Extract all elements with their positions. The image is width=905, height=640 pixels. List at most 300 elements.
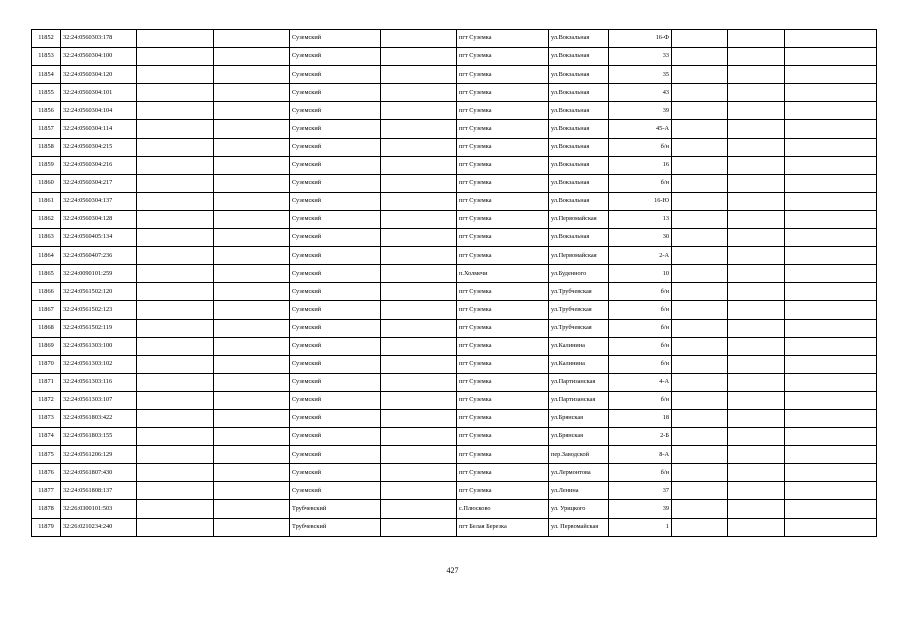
street-cell: ул. Урицкого: [549, 500, 609, 518]
district-cell: Суземский: [290, 391, 381, 409]
table-row: [32, 84, 877, 102]
empty-cell: [672, 428, 728, 446]
locality-cell: пгт Суземка: [457, 391, 549, 409]
empty-cell: [728, 319, 785, 337]
table-row: [32, 373, 877, 391]
district-cell: Суземский: [290, 355, 381, 373]
empty-cell: [381, 120, 457, 138]
empty-cell: [728, 518, 785, 536]
district-cell: Суземский: [290, 138, 381, 156]
empty-cell: [381, 391, 457, 409]
table-row: [32, 247, 877, 265]
empty-cell: [785, 283, 877, 301]
empty-cell: [214, 464, 290, 482]
empty-cell: [381, 409, 457, 427]
street-cell: ул.Партизанская: [549, 391, 609, 409]
empty-cell: [214, 319, 290, 337]
locality-cell: пгт Суземка: [457, 337, 549, 355]
cadastral-number-cell: 32:24:0560304:216: [61, 156, 137, 174]
empty-cell: [214, 500, 290, 518]
empty-cell: [728, 192, 785, 210]
empty-cell: [137, 84, 214, 102]
empty-cell: [381, 482, 457, 500]
empty-cell: [672, 283, 728, 301]
empty-cell: [137, 518, 214, 536]
table-row: [32, 66, 877, 84]
street-cell: ул. Первомайская: [549, 518, 609, 536]
table-row: [32, 391, 877, 409]
district-cell: Суземский: [290, 156, 381, 174]
house-number-cell: 45-А: [609, 120, 672, 138]
empty-cell: [137, 102, 214, 120]
empty-cell: [381, 30, 457, 48]
empty-cell: [728, 174, 785, 192]
street-cell: ул.Первомайская: [549, 247, 609, 265]
house-number-cell: б/н: [609, 355, 672, 373]
empty-cell: [785, 373, 877, 391]
empty-cell: [381, 500, 457, 518]
house-number-cell: б/н: [609, 301, 672, 319]
street-cell: ул.Калинина: [549, 355, 609, 373]
empty-cell: [728, 337, 785, 355]
district-cell: Суземский: [290, 102, 381, 120]
cadastral-number-cell: 32:24:0560304:114: [61, 120, 137, 138]
empty-cell: [381, 174, 457, 192]
empty-cell: [785, 66, 877, 84]
house-number-cell: 2-А: [609, 247, 672, 265]
cadastral-number-cell: 32:24:0561206:129: [61, 446, 137, 464]
street-cell: ул.Трубчевская: [549, 301, 609, 319]
house-number-cell: 18: [609, 409, 672, 427]
house-number-cell: б/н: [609, 174, 672, 192]
row-number-cell: 11852: [32, 30, 61, 48]
table-row: [32, 482, 877, 500]
street-cell: ул.Вокзальная: [549, 48, 609, 66]
locality-cell: пгт Суземка: [457, 283, 549, 301]
empty-cell: [672, 319, 728, 337]
empty-cell: [381, 192, 457, 210]
empty-cell: [137, 210, 214, 228]
empty-cell: [672, 265, 728, 283]
row-number-cell: 11872: [32, 391, 61, 409]
street-cell: ул.Партизанская: [549, 373, 609, 391]
street-cell: ул.Первомайская: [549, 210, 609, 228]
empty-cell: [137, 156, 214, 174]
locality-cell: пгт Суземка: [457, 247, 549, 265]
empty-cell: [381, 48, 457, 66]
empty-cell: [672, 391, 728, 409]
empty-cell: [137, 192, 214, 210]
district-cell: Трубчевский: [290, 500, 381, 518]
empty-cell: [137, 265, 214, 283]
empty-cell: [672, 482, 728, 500]
empty-cell: [381, 102, 457, 120]
page-number: 427: [446, 566, 459, 575]
district-cell: Суземский: [290, 120, 381, 138]
empty-cell: [728, 156, 785, 174]
empty-cell: [728, 355, 785, 373]
empty-cell: [672, 446, 728, 464]
row-number-cell: 11868: [32, 319, 61, 337]
table-row: [32, 30, 877, 48]
empty-cell: [137, 428, 214, 446]
locality-cell: пгт Белая Березка: [457, 518, 549, 536]
empty-cell: [137, 48, 214, 66]
district-cell: Суземский: [290, 265, 381, 283]
empty-cell: [214, 355, 290, 373]
empty-cell: [137, 301, 214, 319]
empty-cell: [214, 120, 290, 138]
house-number-cell: 1: [609, 518, 672, 536]
house-number-cell: б/н: [609, 391, 672, 409]
table-row: [32, 337, 877, 355]
empty-cell: [785, 319, 877, 337]
empty-cell: [214, 391, 290, 409]
empty-cell: [381, 229, 457, 247]
house-number-cell: б/н: [609, 337, 672, 355]
cadastral-number-cell: 32:24:0560405:134: [61, 229, 137, 247]
street-cell: ул.Вокзальная: [549, 192, 609, 210]
empty-cell: [381, 210, 457, 228]
empty-cell: [785, 120, 877, 138]
street-cell: ул.Калинина: [549, 337, 609, 355]
cadastral-number-cell: 32:24:0560304:104: [61, 102, 137, 120]
empty-cell: [214, 30, 290, 48]
table-row: [32, 319, 877, 337]
street-cell: ул.Трубчевская: [549, 319, 609, 337]
empty-cell: [137, 355, 214, 373]
empty-cell: [672, 48, 728, 66]
empty-cell: [672, 210, 728, 228]
cadastral-number-cell: 32:24:0560304:101: [61, 84, 137, 102]
empty-cell: [785, 265, 877, 283]
house-number-cell: б/н: [609, 464, 672, 482]
table-row: [32, 464, 877, 482]
district-cell: Суземский: [290, 174, 381, 192]
empty-cell: [785, 174, 877, 192]
locality-cell: пгт Суземка: [457, 319, 549, 337]
empty-cell: [214, 337, 290, 355]
cadastral-number-cell: 32:24:0560304:100: [61, 48, 137, 66]
district-cell: Суземский: [290, 301, 381, 319]
locality-cell: пгт Суземка: [457, 373, 549, 391]
empty-cell: [381, 66, 457, 84]
table-row: [32, 301, 877, 319]
locality-cell: пгт Суземка: [457, 48, 549, 66]
empty-cell: [381, 156, 457, 174]
empty-cell: [214, 428, 290, 446]
empty-cell: [381, 138, 457, 156]
empty-cell: [785, 229, 877, 247]
row-number-cell: 11864: [32, 247, 61, 265]
house-number-cell: б/н: [609, 283, 672, 301]
empty-cell: [728, 373, 785, 391]
cadastral-number-cell: 32:26:0300101:503: [61, 500, 137, 518]
house-number-cell: 2-Б: [609, 428, 672, 446]
row-number-cell: 11853: [32, 48, 61, 66]
row-number-cell: 11859: [32, 156, 61, 174]
house-number-cell: б/н: [609, 319, 672, 337]
row-number-cell: 11862: [32, 210, 61, 228]
locality-cell: пгт Суземка: [457, 84, 549, 102]
district-cell: Суземский: [290, 192, 381, 210]
empty-cell: [214, 301, 290, 319]
house-number-cell: 4-А: [609, 373, 672, 391]
cadastral-number-cell: 32:24:0090101:259: [61, 265, 137, 283]
empty-cell: [785, 301, 877, 319]
empty-cell: [672, 409, 728, 427]
street-cell: ул.Вокзальная: [549, 84, 609, 102]
locality-cell: п.Холмечи: [457, 265, 549, 283]
empty-cell: [672, 518, 728, 536]
table-row: [32, 265, 877, 283]
empty-cell: [728, 500, 785, 518]
street-cell: ул.Вокзальная: [549, 30, 609, 48]
street-cell: ул.Брянская: [549, 409, 609, 427]
empty-cell: [728, 464, 785, 482]
row-number-cell: 11869: [32, 337, 61, 355]
cadastral-number-cell: 32:24:0561803:155: [61, 428, 137, 446]
empty-cell: [785, 500, 877, 518]
empty-cell: [214, 174, 290, 192]
empty-cell: [728, 229, 785, 247]
house-number-cell: 13: [609, 210, 672, 228]
empty-cell: [137, 247, 214, 265]
cadastral-number-cell: 32:24:0561803:422: [61, 409, 137, 427]
empty-cell: [728, 301, 785, 319]
street-cell: ул.Вокзальная: [549, 120, 609, 138]
district-cell: Суземский: [290, 84, 381, 102]
cadastral-number-cell: 32:26:0210234:240: [61, 518, 137, 536]
cadastral-number-cell: 32:24:0561303:107: [61, 391, 137, 409]
locality-cell: пгт Суземка: [457, 446, 549, 464]
empty-cell: [137, 138, 214, 156]
empty-cell: [728, 247, 785, 265]
empty-cell: [214, 84, 290, 102]
empty-cell: [785, 482, 877, 500]
district-cell: Суземский: [290, 482, 381, 500]
district-cell: Суземский: [290, 66, 381, 84]
empty-cell: [785, 156, 877, 174]
registry-table: [31, 29, 877, 537]
empty-cell: [381, 428, 457, 446]
table-row: [32, 500, 877, 518]
empty-cell: [785, 391, 877, 409]
row-number-cell: 11874: [32, 428, 61, 446]
empty-cell: [381, 301, 457, 319]
empty-cell: [672, 102, 728, 120]
empty-cell: [785, 446, 877, 464]
empty-cell: [214, 102, 290, 120]
empty-cell: [672, 138, 728, 156]
empty-cell: [728, 120, 785, 138]
table-row: [32, 192, 877, 210]
table-row: [32, 120, 877, 138]
empty-cell: [214, 138, 290, 156]
locality-cell: пгт Суземка: [457, 120, 549, 138]
row-number-cell: 11878: [32, 500, 61, 518]
district-cell: Суземский: [290, 283, 381, 301]
empty-cell: [728, 210, 785, 228]
district-cell: Суземский: [290, 409, 381, 427]
row-number-cell: 11866: [32, 283, 61, 301]
street-cell: ул.Вокзальная: [549, 138, 609, 156]
empty-cell: [137, 373, 214, 391]
district-cell: Суземский: [290, 48, 381, 66]
empty-cell: [672, 355, 728, 373]
empty-cell: [381, 265, 457, 283]
empty-cell: [381, 373, 457, 391]
row-number-cell: 11877: [32, 482, 61, 500]
empty-cell: [214, 66, 290, 84]
locality-cell: пгт Суземка: [457, 30, 549, 48]
table-body: [32, 30, 877, 537]
house-number-cell: 16-Ф: [609, 30, 672, 48]
empty-cell: [672, 30, 728, 48]
street-cell: ул.Брянская: [549, 428, 609, 446]
empty-cell: [672, 120, 728, 138]
empty-cell: [214, 283, 290, 301]
cadastral-number-cell: 32:24:0560304:215: [61, 138, 137, 156]
street-cell: ул.Вокзальная: [549, 102, 609, 120]
empty-cell: [214, 156, 290, 174]
empty-cell: [785, 210, 877, 228]
empty-cell: [785, 138, 877, 156]
row-number-cell: 11865: [32, 265, 61, 283]
empty-cell: [728, 446, 785, 464]
empty-cell: [728, 482, 785, 500]
empty-cell: [137, 409, 214, 427]
locality-cell: пгт Суземка: [457, 66, 549, 84]
locality-cell: пгт Суземка: [457, 138, 549, 156]
empty-cell: [728, 428, 785, 446]
street-cell: ул.Буденного: [549, 265, 609, 283]
district-cell: Трубчевский: [290, 518, 381, 536]
table-row: [32, 48, 877, 66]
empty-cell: [214, 247, 290, 265]
street-cell: пер.Заводской: [549, 446, 609, 464]
table-row: [32, 518, 877, 536]
locality-cell: пгт Суземка: [457, 156, 549, 174]
empty-cell: [381, 283, 457, 301]
empty-cell: [785, 192, 877, 210]
cadastral-number-cell: 32:24:0560304:217: [61, 174, 137, 192]
house-number-cell: 39: [609, 102, 672, 120]
empty-cell: [728, 409, 785, 427]
empty-cell: [137, 464, 214, 482]
house-number-cell: 10: [609, 265, 672, 283]
table-row: [32, 229, 877, 247]
empty-cell: [672, 192, 728, 210]
table-row: [32, 210, 877, 228]
district-cell: Суземский: [290, 446, 381, 464]
empty-cell: [381, 84, 457, 102]
cadastral-number-cell: 32:24:0560304:120: [61, 66, 137, 84]
district-cell: Суземский: [290, 373, 381, 391]
street-cell: ул.Лермонтова: [549, 464, 609, 482]
street-cell: ул.Вокзальная: [549, 66, 609, 84]
house-number-cell: 35: [609, 66, 672, 84]
row-number-cell: 11860: [32, 174, 61, 192]
empty-cell: [214, 373, 290, 391]
empty-cell: [785, 84, 877, 102]
empty-cell: [672, 247, 728, 265]
empty-cell: [672, 84, 728, 102]
empty-cell: [728, 138, 785, 156]
empty-cell: [672, 373, 728, 391]
row-number-cell: 11856: [32, 102, 61, 120]
empty-cell: [672, 500, 728, 518]
district-cell: Суземский: [290, 247, 381, 265]
locality-cell: пгт Суземка: [457, 174, 549, 192]
empty-cell: [728, 30, 785, 48]
locality-cell: пгт Суземка: [457, 482, 549, 500]
empty-cell: [785, 355, 877, 373]
cadastral-number-cell: 32:24:0560303:178: [61, 30, 137, 48]
row-number-cell: 11875: [32, 446, 61, 464]
empty-cell: [214, 518, 290, 536]
locality-cell: пгт Суземка: [457, 210, 549, 228]
row-number-cell: 11855: [32, 84, 61, 102]
locality-cell: пгт Суземка: [457, 464, 549, 482]
empty-cell: [672, 337, 728, 355]
table-row: [32, 446, 877, 464]
empty-cell: [728, 66, 785, 84]
district-cell: Суземский: [290, 30, 381, 48]
empty-cell: [137, 174, 214, 192]
row-number-cell: 11871: [32, 373, 61, 391]
table-row: [32, 409, 877, 427]
street-cell: ул.Ленина: [549, 482, 609, 500]
row-number-cell: 11873: [32, 409, 61, 427]
empty-cell: [728, 84, 785, 102]
empty-cell: [137, 482, 214, 500]
locality-cell: пгт Суземка: [457, 355, 549, 373]
house-number-cell: б/н: [609, 138, 672, 156]
street-cell: ул.Трубчевская: [549, 283, 609, 301]
locality-cell: пгт Суземка: [457, 102, 549, 120]
empty-cell: [381, 337, 457, 355]
cadastral-number-cell: 32:24:0561303:100: [61, 337, 137, 355]
district-cell: Суземский: [290, 319, 381, 337]
row-number-cell: 11870: [32, 355, 61, 373]
empty-cell: [785, 464, 877, 482]
row-number-cell: 11863: [32, 229, 61, 247]
empty-cell: [672, 229, 728, 247]
empty-cell: [214, 446, 290, 464]
table-row: [32, 283, 877, 301]
cadastral-number-cell: 32:24:0561807:430: [61, 464, 137, 482]
row-number-cell: 11861: [32, 192, 61, 210]
table-row: [32, 138, 877, 156]
locality-cell: с.Плюсково: [457, 500, 549, 518]
row-number-cell: 11876: [32, 464, 61, 482]
cadastral-number-cell: 32:24:0561502:119: [61, 319, 137, 337]
street-cell: ул.Вокзальная: [549, 156, 609, 174]
empty-cell: [785, 48, 877, 66]
district-cell: Суземский: [290, 229, 381, 247]
cadastral-number-cell: 32:24:0560304:137: [61, 192, 137, 210]
empty-cell: [672, 301, 728, 319]
house-number-cell: 30: [609, 229, 672, 247]
empty-cell: [137, 283, 214, 301]
empty-cell: [381, 319, 457, 337]
row-number-cell: 11858: [32, 138, 61, 156]
district-cell: Суземский: [290, 464, 381, 482]
house-number-cell: 43: [609, 84, 672, 102]
district-cell: Суземский: [290, 210, 381, 228]
table-row: [32, 174, 877, 192]
